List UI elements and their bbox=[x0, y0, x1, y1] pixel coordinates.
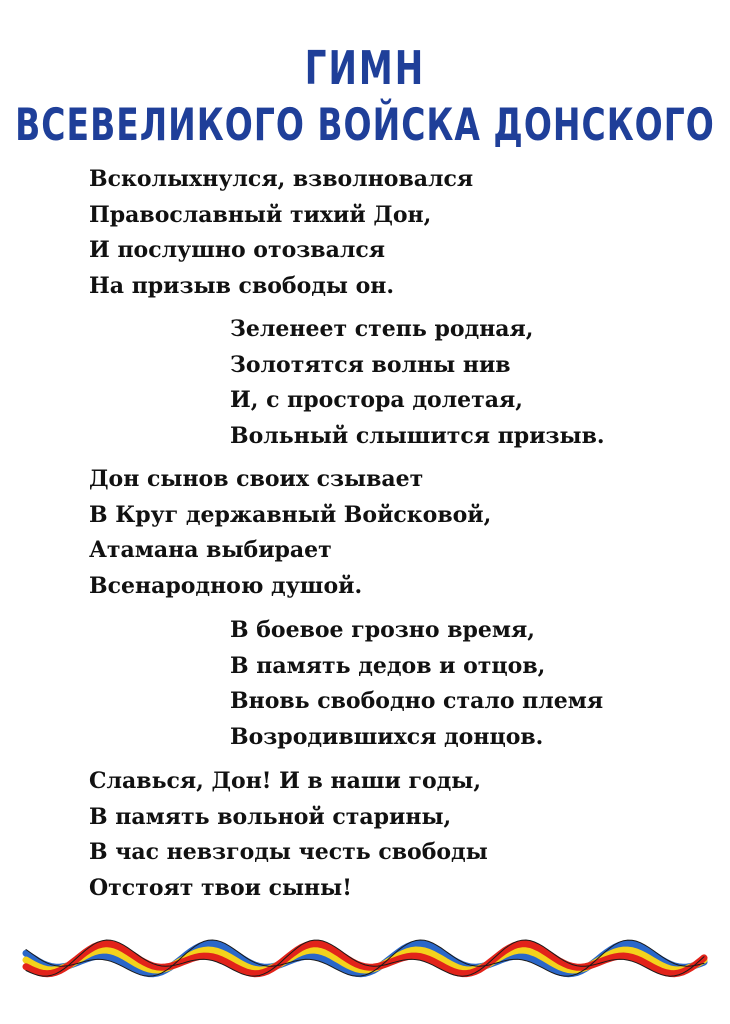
verse-line: В боевое грозно время, bbox=[230, 617, 535, 643]
stanza-3 bbox=[89, 462, 491, 604]
verse-line: Православный тихий Дон, bbox=[89, 201, 432, 228]
verse-line: Атамана выбирает bbox=[89, 537, 332, 563]
stanza-5 bbox=[89, 764, 488, 906]
verse-line: Дон сынов своих сзывает bbox=[89, 466, 424, 492]
title-line-2: ВСЕВЕЛИКОГО ВОЙСКА ДОНСКОГО bbox=[15, 98, 715, 151]
verse-line: На призыв свободы он. bbox=[89, 272, 395, 299]
verse-line: В час невзгоды честь свободы bbox=[89, 839, 488, 865]
verse-line: Вольный слышится призыв. bbox=[230, 422, 605, 449]
verse-line: Золотятся волны нив bbox=[230, 351, 511, 378]
verse-line: И послушно отозвался bbox=[89, 237, 386, 263]
stanza-4 bbox=[230, 613, 603, 755]
title-line-1: ГИМН bbox=[304, 42, 426, 96]
verse-line: И, с простора долетая, bbox=[230, 387, 523, 413]
verse-line: Всколыхнулся, взволновался bbox=[89, 166, 474, 192]
verse-line: Вновь свободно стало племя bbox=[230, 688, 604, 714]
verse-line: Отстоят твои сыны! bbox=[89, 874, 352, 901]
verse-line: В Круг державный Войсковой, bbox=[89, 501, 492, 528]
stanza-2 bbox=[230, 312, 605, 454]
verse-line: Всенародною душой. bbox=[89, 572, 363, 599]
verse-line: В память вольной старины, bbox=[89, 803, 452, 830]
stanza-1 bbox=[89, 162, 473, 304]
verse-line: Славься, Дон! И в наши годы, bbox=[89, 768, 482, 794]
verse-line: Зеленеет степь родная, bbox=[230, 316, 534, 342]
verse-line: В память дедов и отцов, bbox=[230, 652, 546, 679]
tricolor-ribbon bbox=[20, 928, 710, 992]
verse-line: Возродившихся донцов. bbox=[230, 723, 544, 750]
